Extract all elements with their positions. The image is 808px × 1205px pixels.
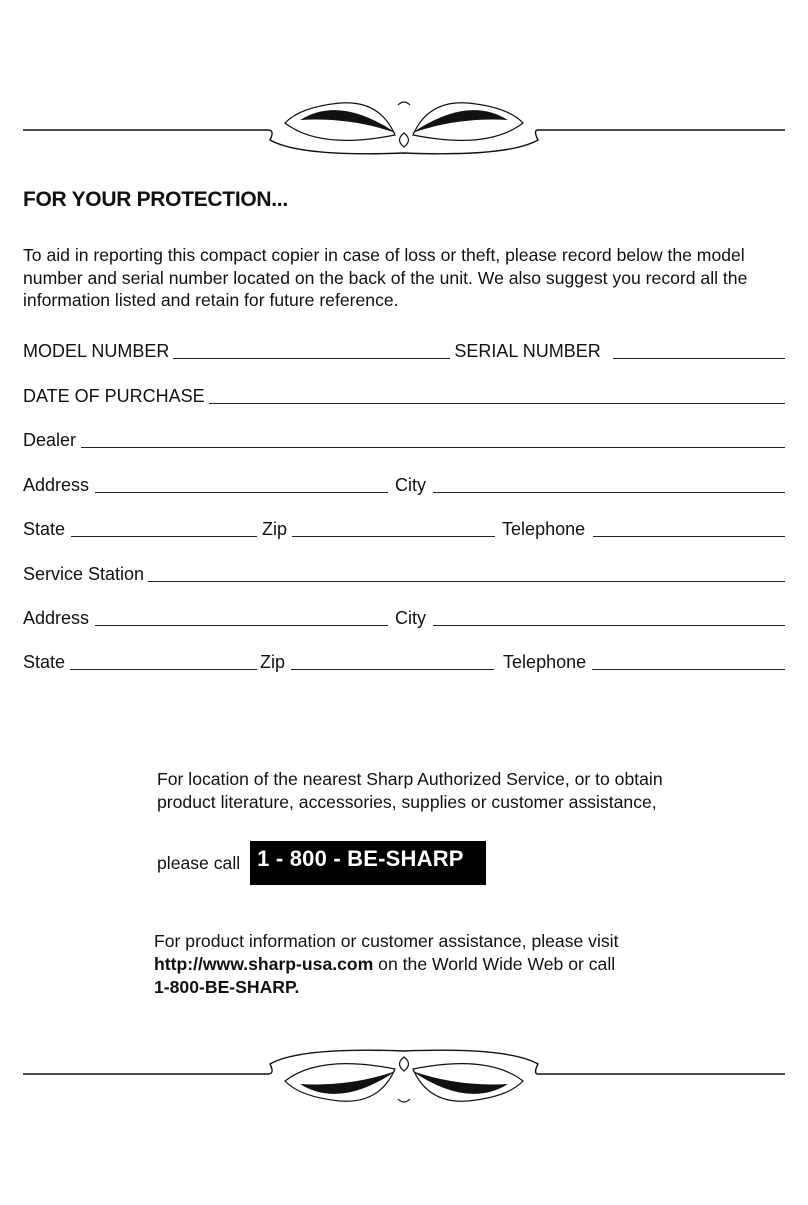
- bottom-ornament: [0, 1039, 808, 1109]
- serial-number-blank[interactable]: [613, 338, 785, 359]
- serial-number-label: SERIAL NUMBER: [454, 341, 601, 361]
- dealer-state-label: State: [23, 519, 66, 539]
- row-dealer-address: [23, 470, 785, 496]
- row-service-state: [23, 647, 785, 673]
- service-station-blank[interactable]: [148, 561, 785, 582]
- service-address-label: Address: [23, 608, 90, 628]
- dealer-zip-blank[interactable]: [292, 516, 495, 537]
- dealer-zip-label: Zip: [262, 519, 288, 539]
- service-state-label: State: [23, 652, 66, 672]
- phone-number-box: 1 - 800 - BE-SHARP: [250, 841, 486, 885]
- dealer-address-blank[interactable]: [95, 472, 388, 493]
- model-number-blank[interactable]: [173, 338, 450, 359]
- row-dealer: [23, 425, 785, 451]
- service-telephone-label: Telephone: [503, 652, 587, 672]
- dealer-address-label: Address: [23, 475, 90, 495]
- row-service-address: [23, 603, 785, 629]
- row-date-of-purchase: [23, 381, 785, 407]
- dealer-telephone-label: Telephone: [502, 519, 586, 539]
- service-station-label: Service Station: [23, 564, 145, 584]
- service-state-blank[interactable]: [70, 649, 257, 670]
- dealer-label: Dealer: [23, 430, 77, 450]
- service-zip-blank[interactable]: [291, 649, 494, 670]
- website-link[interactable]: http://www.sharp-usa.com: [154, 954, 374, 974]
- date-of-purchase-blank[interactable]: [209, 383, 785, 404]
- dealer-blank[interactable]: [81, 427, 785, 448]
- please-call-label: please call: [157, 852, 241, 873]
- model-number-label: MODEL NUMBER: [23, 341, 170, 361]
- row-model-serial: [23, 336, 785, 362]
- date-of-purchase-label: DATE OF PURCHASE: [23, 386, 205, 406]
- service-city-label: City: [395, 608, 427, 628]
- dealer-telephone-blank[interactable]: [593, 516, 785, 537]
- dealer-city-label: City: [395, 475, 427, 495]
- web-phone-number: 1-800-BE-SHARP.: [154, 977, 300, 997]
- intro-paragraph: To aid in reporting this compact copier in case of loss or theft, please record below the model number and serial number located on the back of the unit. We also suggest you record all the information listed and retain for future reference.: [23, 245, 748, 311]
- web-info-mid: on the World Wide Web or call: [373, 954, 616, 974]
- row-dealer-state: [23, 514, 785, 540]
- dealer-city-blank[interactable]: [433, 472, 785, 493]
- row-service-station: [23, 559, 785, 585]
- top-ornament: [0, 95, 808, 165]
- dealer-state-blank[interactable]: [71, 516, 257, 537]
- page-title: FOR YOUR PROTECTION...: [23, 188, 288, 211]
- service-zip-label: Zip: [260, 652, 286, 672]
- service-address-blank[interactable]: [95, 605, 388, 626]
- service-info-text: For location of the nearest Sharp Authorized Service, or to obtain product literature, accessories, supplies or customer assistance,: [157, 769, 663, 812]
- web-info: [154, 930, 694, 999]
- service-city-blank[interactable]: [433, 605, 785, 626]
- service-telephone-blank[interactable]: [592, 649, 785, 670]
- web-info-lead: For product information or customer assistance, please visit: [154, 931, 619, 951]
- call-line: [157, 841, 486, 885]
